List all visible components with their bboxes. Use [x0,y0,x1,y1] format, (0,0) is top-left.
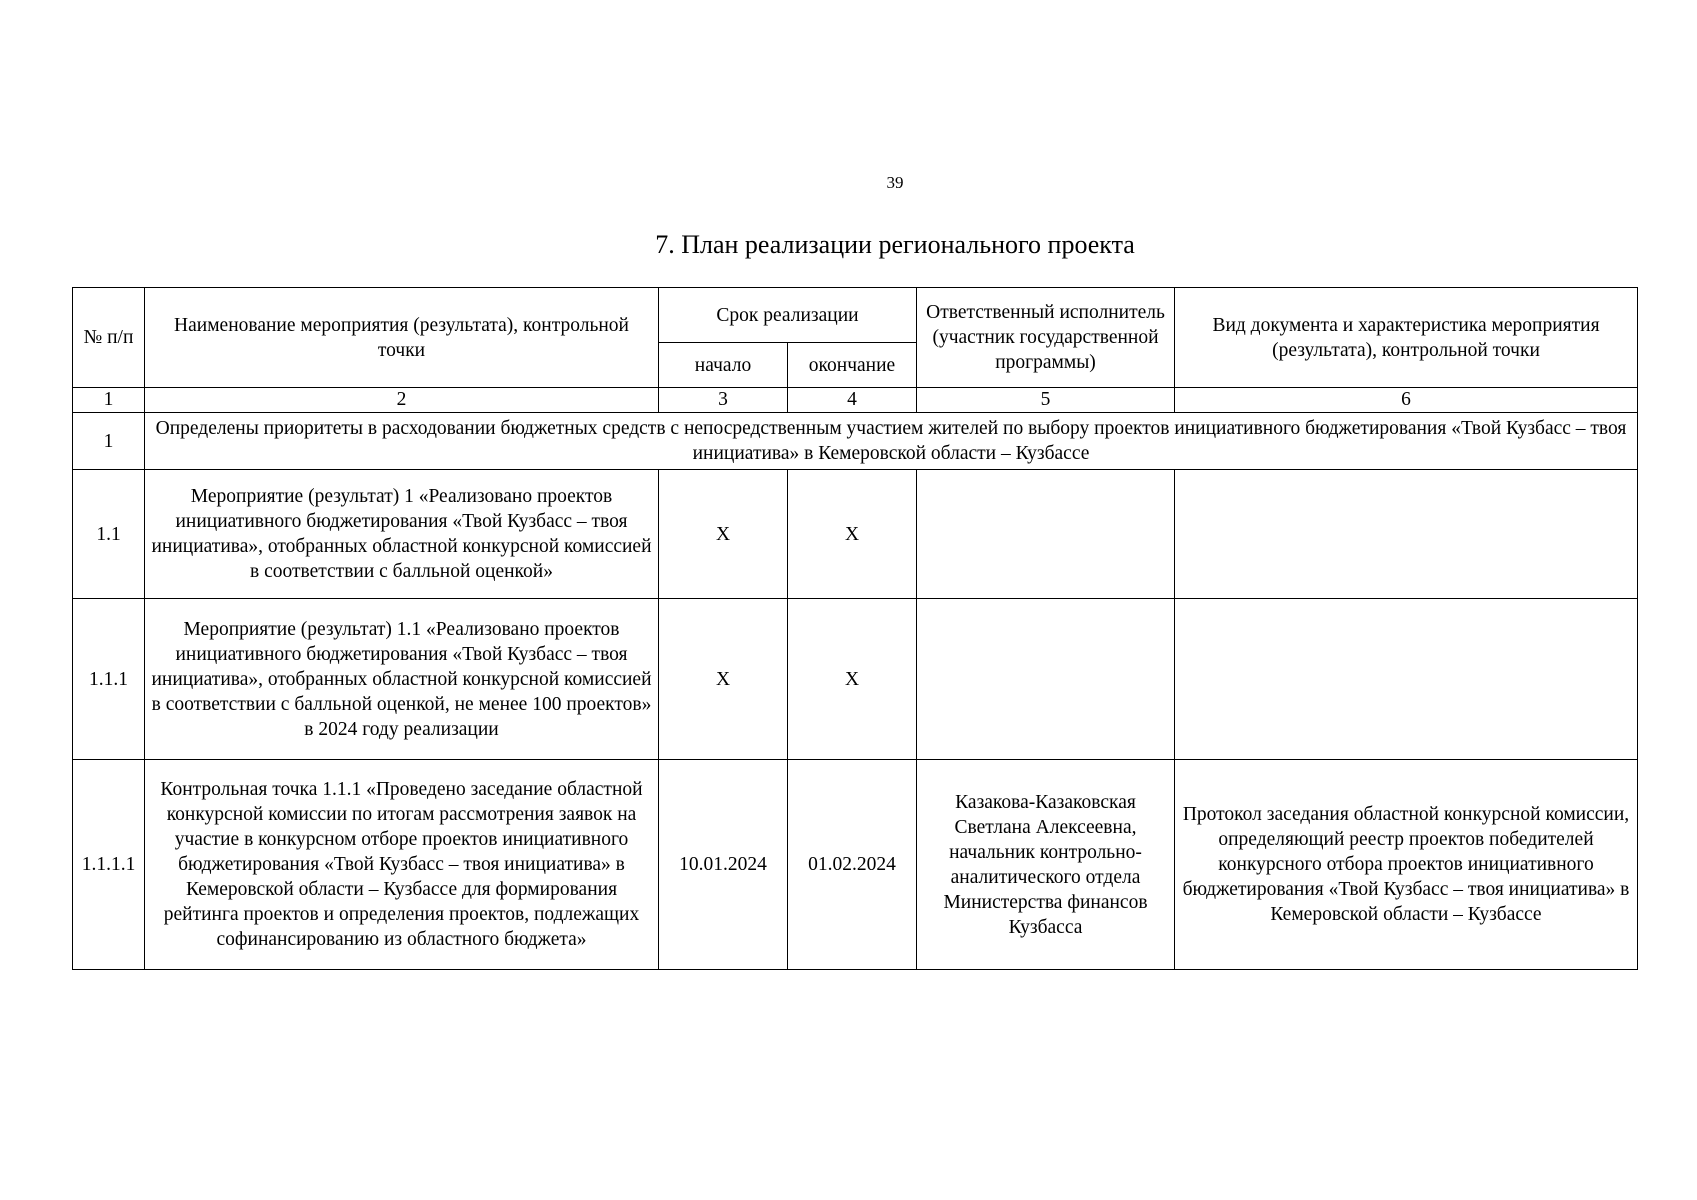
section-num: 1 [73,413,145,470]
row-start: X [659,470,788,599]
row-end: 01.02.2024 [788,760,917,970]
row-doc-type [1175,599,1638,760]
row-start: X [659,599,788,760]
implementation-plan-table [72,287,1638,970]
row-num: 1.1.1 [73,599,145,760]
row-name: Мероприятие (результат) 1.1 «Реализовано проектов инициативного бюджетирования «Твой Кузбасс – твоя инициатива», отобранных областной конкурсной комиссией в соответствии с балльной оценкой, не менее 100 проектов» в 2024 году реализации [145,599,659,760]
row-end: X [788,470,917,599]
column-number: 2 [145,388,659,413]
header-responsible: Ответственный исполнитель (участник государственной программы) [917,288,1175,388]
row-doc-type [1175,470,1638,599]
column-number: 4 [788,388,917,413]
header-start: начало [659,343,788,388]
row-responsible [917,599,1175,760]
column-number: 6 [1175,388,1638,413]
row-num: 1.1.1.1 [73,760,145,970]
header-doc-type: Вид документа и характеристика мероприятия (результата), контрольной точки [1175,288,1638,388]
table-header-row [73,288,1638,343]
row-start: 10.01.2024 [659,760,788,970]
row-name: Мероприятие (результат) 1 «Реализовано проектов инициативного бюджетирования «Твой Кузбасс – твоя инициатива», отобранных областной конкурсной комиссией в соответствии с балльной оценкой» [145,470,659,599]
section-row [73,413,1638,470]
row-doc-type: Протокол заседания областной конкурсной комиссии, определяющий реестр проектов победителей конкурсного отбора проектов инициативного бюджетирования «Твой Кузбасс – твоя инициатива» в Кемеровской области – Кузбассе [1175,760,1638,970]
section-text: Определены приоритеты в расходовании бюджетных средств с непосредственным участием жителей по выбору проектов инициативного бюджетирования «Твой Кузбасс – твоя инициатива» в Кемеровской области – Кузбассе [145,413,1638,470]
header-period: Срок реализации [659,288,917,343]
row-num: 1.1 [73,470,145,599]
column-number: 1 [73,388,145,413]
column-number: 5 [917,388,1175,413]
row-end: X [788,599,917,760]
table-row [73,470,1638,599]
column-number: 3 [659,388,788,413]
column-number-row [73,388,1638,413]
header-num: № п/п [73,288,145,388]
table-row [73,599,1638,760]
header-name: Наименование мероприятия (результата), контрольной точки [145,288,659,388]
row-responsible: Казакова-Казаковская Светлана Алексеевна, начальник контрольно-аналитического отдела Министерства финансов Кузбасса [917,760,1175,970]
row-responsible [917,470,1175,599]
table-row [73,760,1638,970]
header-end: окончание [788,343,917,388]
document-title: 7. План реализации регионального проекта [655,230,1135,259]
row-name: Контрольная точка 1.1.1 «Проведено заседание областной конкурсной комиссии по итогам рассмотрения заявок на участие в конкурсном отборе проектов инициативного бюджетирования «Твой Кузбасс – твоя инициатива» в Кемеровской области – Кузбассе для формирования рейтинга проектов и определения проектов, подлежащих софинансированию из областного бюджета» [145,760,659,970]
page-number: 39 [886,173,904,192]
